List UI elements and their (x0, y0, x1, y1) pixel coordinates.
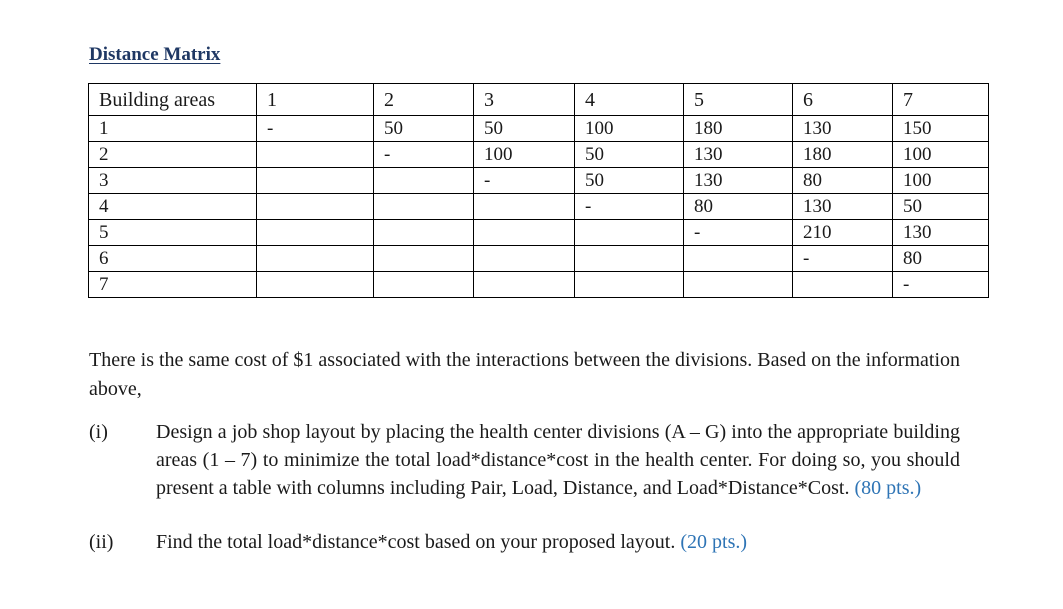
question-numeral: (i) (89, 421, 108, 443)
question-i (89, 418, 960, 502)
question-text: Design a job shop layout by placing the health center divisions (A – G) into the appropriate building areas (1 – 7) to minimize the total load*distance*cost in the health center. For doing so, you should present a table with columns including Pair, Load, Distance, and Load*Distance*Cost. (156, 421, 960, 499)
distance-cell (374, 194, 474, 220)
row-label-cell: 4 (89, 194, 257, 220)
distance-cell (793, 272, 893, 298)
distance-cell: 80 (793, 168, 893, 194)
distance-cell (374, 246, 474, 272)
distance-cell: 50 (575, 168, 684, 194)
distance-cell (575, 272, 684, 298)
row-label-cell: 7 (89, 272, 257, 298)
column-header-4: 4 (575, 84, 684, 116)
distance-cell (374, 168, 474, 194)
distance-cell (474, 194, 575, 220)
distance-cell: 80 (893, 246, 989, 272)
row-label-cell: 6 (89, 246, 257, 272)
distance-cell (575, 220, 684, 246)
distance-cell: 180 (684, 116, 793, 142)
distance-cell: - (684, 220, 793, 246)
distance-cell (474, 220, 575, 246)
table-row (89, 272, 989, 298)
intro-paragraph: There is the same cost of $1 associated with the interactions between the divisions. Based on the information above, (89, 349, 960, 400)
distance-cell: 100 (575, 116, 684, 142)
distance-cell: 130 (684, 168, 793, 194)
table-header-row (89, 84, 989, 116)
distance-cell (474, 272, 575, 298)
column-header-5: 5 (684, 84, 793, 116)
distance-cell: - (474, 168, 575, 194)
question-text: Find the total load*distance*cost based on your proposed layout. (156, 531, 676, 553)
question-body (156, 418, 960, 502)
question-body (156, 528, 960, 556)
table-row (89, 168, 989, 194)
distance-cell (374, 220, 474, 246)
table-row (89, 142, 989, 168)
distance-cell: 80 (684, 194, 793, 220)
distance-cell: 50 (893, 194, 989, 220)
distance-cell: 50 (374, 116, 474, 142)
table-row (89, 220, 989, 246)
distance-cell (374, 272, 474, 298)
distance-cell (257, 142, 374, 168)
row-label-cell: 2 (89, 142, 257, 168)
column-header-3: 3 (474, 84, 575, 116)
distance-cell (474, 246, 575, 272)
distance-cell (684, 272, 793, 298)
distance-cell (575, 246, 684, 272)
column-header-7: 7 (893, 84, 989, 116)
column-header-2: 2 (374, 84, 474, 116)
distance-cell: 130 (793, 116, 893, 142)
distance-cell: 210 (793, 220, 893, 246)
points-label: (20 pts.) (680, 531, 748, 553)
table-row (89, 116, 989, 142)
table-row (89, 246, 989, 272)
points-label: (80 pts.) (854, 477, 922, 499)
distance-cell: 100 (474, 142, 575, 168)
section-heading: Distance Matrix (89, 44, 221, 65)
distance-cell (257, 194, 374, 220)
distance-cell (257, 272, 374, 298)
question-numeral: (ii) (89, 531, 114, 553)
corner-label-cell: Building areas (89, 84, 257, 116)
row-label-cell: 5 (89, 220, 257, 246)
distance-cell: 50 (575, 142, 684, 168)
distance-cell: - (374, 142, 474, 168)
distance-cell: 130 (684, 142, 793, 168)
column-header-6: 6 (793, 84, 893, 116)
distance-cell: 150 (893, 116, 989, 142)
distance-cell: 130 (793, 194, 893, 220)
distance-cell: - (257, 116, 374, 142)
distance-cell (257, 220, 374, 246)
distance-cell (684, 246, 793, 272)
question-ii (89, 528, 960, 556)
distance-cell: 100 (893, 142, 989, 168)
distance-cell: 180 (793, 142, 893, 168)
distance-cell: - (893, 272, 989, 298)
table-row (89, 194, 989, 220)
row-label-cell: 1 (89, 116, 257, 142)
column-header-1: 1 (257, 84, 374, 116)
distance-cell: - (793, 246, 893, 272)
distance-cell: 130 (893, 220, 989, 246)
row-label-cell: 3 (89, 168, 257, 194)
distance-cell (257, 168, 374, 194)
distance-cell: 100 (893, 168, 989, 194)
distance-matrix-table (88, 83, 989, 298)
distance-cell: - (575, 194, 684, 220)
distance-cell (257, 246, 374, 272)
distance-cell: 50 (474, 116, 575, 142)
